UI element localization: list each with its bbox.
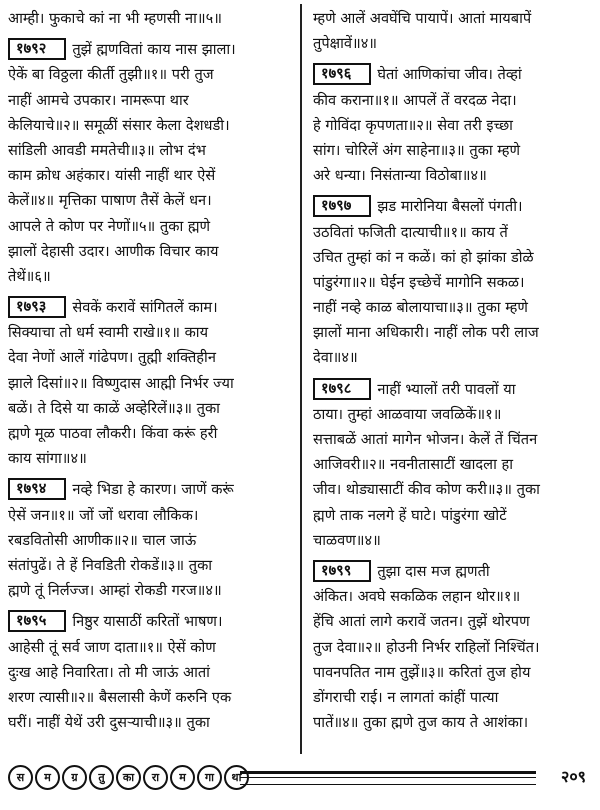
- verse-text: नव्हे भिडा हे कारण। जाणें करूं: [72, 481, 234, 499]
- verse-line: [313, 528, 599, 553]
- abhang-number: १७९२: [8, 38, 66, 60]
- verse-line: [8, 163, 294, 188]
- verse-line: [8, 421, 294, 446]
- verse-line: [8, 710, 294, 735]
- verse-line: [313, 584, 599, 609]
- verse-line: [313, 503, 599, 528]
- verse-line: [8, 553, 294, 578]
- verse-line: [8, 239, 294, 264]
- title-letter-circle: था: [224, 765, 249, 790]
- verse-line: [313, 31, 599, 56]
- verse-text: झालों देहासी उदार। आणीक विचार काय: [8, 242, 219, 260]
- verse-line: [8, 345, 294, 370]
- verse-line: [8, 188, 294, 213]
- verse-line: [8, 6, 294, 31]
- verse-text: तुपेक्षावें॥४॥: [313, 35, 378, 53]
- verse-line: [8, 371, 294, 396]
- verse-text: ह्मणे मूळ पाठवा लौकरी। किंवा करूं हरी: [8, 425, 218, 442]
- verse-text: चाळवण॥४॥: [313, 531, 381, 549]
- verse-text: शरण त्यासी॥२॥ बैसलासी केणें करुनि एक: [8, 688, 232, 706]
- verse-text: उठवितां फजिती दात्याची॥१॥ काय तें: [313, 223, 508, 241]
- verse-line: [313, 559, 599, 584]
- abhang-block: [8, 6, 294, 31]
- verse-text: हे गोविंदा कृपणता॥२॥ सेवा तरी इच्छा: [313, 116, 513, 134]
- verse-text: तुझें ह्मणवितां काय नास झाला।: [72, 41, 236, 59]
- right-column: [313, 6, 599, 741]
- verse-text: सांडिली आवडी ममतेची॥३॥ लोभ दंभ: [8, 141, 206, 159]
- abhang-block: [313, 377, 599, 553]
- verse-line: [313, 270, 599, 295]
- abhang-number: १७९३: [8, 296, 66, 318]
- verse-line: [313, 609, 599, 634]
- verse-line: [313, 345, 599, 370]
- verse-line: [8, 37, 294, 62]
- verse-text: झाले दिसां॥२॥ विष्णुदास आह्मी निर्भर ज्या: [8, 374, 234, 392]
- verse-text: काम क्रोध अहंकार। यांसी नाहीं थार ऐसें: [8, 167, 216, 185]
- verse-text: अरे धन्या। निसंतान्या विठोबा॥४॥: [313, 167, 487, 185]
- verse-line: [8, 88, 294, 113]
- verse-text: ठाया। तुम्हां आळवाया जवळिकें॥१॥: [313, 405, 502, 423]
- verse-text: रबडवितोसी आणीक॥२॥ चाल जाऊं: [8, 531, 197, 549]
- verse-line: [313, 710, 599, 735]
- verse-line: [8, 446, 294, 471]
- verse-text: घेतां आणिकांचा जीव। तेव्हां: [377, 66, 522, 84]
- verse-line: [8, 396, 294, 421]
- title-letter-circle: का: [116, 765, 141, 790]
- verse-text: अंकित। अवघे सकळिक लहान थोर॥१॥: [313, 588, 521, 606]
- verse-line: [8, 264, 294, 289]
- verse-line: [313, 452, 599, 477]
- verse-text: पावनपतित नाम तुझें॥३॥ करितां तुज होय: [313, 663, 531, 681]
- verse-text: सत्ताबळें आतां मागेन भोजन। केलें तें चिंतन: [313, 431, 538, 448]
- verse-text: सिक्याचा तो धर्म स्वामी राखे॥१॥ काय: [8, 324, 209, 342]
- verse-line: [8, 528, 294, 553]
- page-number: २०९: [561, 767, 586, 786]
- title-letter-circle: गा: [197, 765, 222, 790]
- verse-line: [313, 635, 599, 660]
- verse-text: ऐसें जन॥१॥ जों जों धरावा लौकिक।: [8, 506, 199, 524]
- verse-text: आपले ते कोण पर नेणों॥५॥ तुका ह्मणे: [8, 217, 211, 235]
- verse-text: सेवकें करावें सांगितलें काम।: [72, 299, 218, 317]
- verse-text: म्हणे आलें अवघेंचि पायापें। आतां मायबापें: [313, 10, 532, 27]
- title-letter-circle: म: [170, 765, 195, 790]
- verse-text: देवा॥४॥: [313, 349, 358, 367]
- verse-line: [313, 245, 599, 270]
- verse-text: तेथें॥६॥: [8, 267, 51, 285]
- title-letter-circle: रा: [143, 765, 168, 790]
- left-column: [8, 6, 294, 741]
- verse-line: [8, 320, 294, 345]
- verse-text: संतांपुढें। ते हें निवडिती रोकडें॥३॥ तुका: [8, 556, 213, 574]
- verse-line: [313, 88, 599, 113]
- verse-text: केलें॥४॥ मृत्तिका पाषाण तैसें केलें धन।: [8, 192, 212, 210]
- verse-line: [313, 6, 599, 31]
- verse-text: ऐकें बा विठ्ठला कीर्ती तुझी॥१॥ परी तुज: [8, 66, 214, 84]
- verse-text: तुझा दास मज ह्मणती: [377, 562, 490, 580]
- abhang-block: [313, 194, 599, 370]
- verse-text: पातें॥४॥ तुका ह्मणे तुज काय ते आशंका।: [313, 714, 529, 732]
- verse-line: [313, 377, 599, 402]
- verse-line: [313, 138, 599, 163]
- abhang-block: [313, 6, 599, 56]
- abhang-number: १७९४: [8, 478, 66, 500]
- abhang-number: १७९६: [313, 63, 371, 85]
- verse-text: ह्मणे तूं निर्लज्ज। आम्हां रोकडी गरज॥४॥: [8, 582, 222, 600]
- verse-line: [8, 685, 294, 710]
- verse-text: दुःख आहे निवारिता। तो मी जाऊं आतां: [8, 663, 210, 681]
- abhang-number: १७९९: [313, 560, 371, 582]
- verse-text: उचित तुम्हां कां न कळें। कां हो झांका डोळे: [313, 248, 534, 266]
- verse-line: [313, 163, 599, 188]
- verse-text: केलियाचे॥२॥ समूळीं संसार केला देशधडी।: [8, 116, 230, 134]
- verse-line: [313, 220, 599, 245]
- column-divider: [300, 4, 302, 754]
- verse-line: [313, 113, 599, 138]
- verse-line: [313, 62, 599, 87]
- verse-text: कीव कराना॥१॥ आपलें तें वरदळ नेदा।: [313, 91, 517, 109]
- verse-text: सांग। चोरिलें अंग साहेना॥३॥ तुका म्हणे: [313, 141, 521, 159]
- verse-text: काय सांगा॥४॥: [8, 450, 87, 468]
- abhang-block: [8, 295, 294, 471]
- verse-text: नाहीं नव्हे काळ बोलायाचा॥३॥ तुका म्हणे: [313, 299, 528, 317]
- verse-text: ह्मणे ताक नलगे हें घाटे। पांडुरंगा खोटें: [313, 506, 507, 524]
- verse-text: झालों माना अधिकारी। नाहीं लोक परी लाज: [313, 324, 539, 342]
- verse-text: नाहीं आमचे उपकार। नामरूपा थार: [8, 91, 189, 109]
- verse-line: [8, 295, 294, 320]
- verse-line: [8, 578, 294, 603]
- title-letter-circle: ग्र: [62, 765, 87, 790]
- verse-text: आम्ही। फुकाचे कां ना भी म्हणसी ना॥५॥: [8, 10, 222, 27]
- verse-text: हेंचि आतां लागे करावें जतन। तुझें थोरपण: [313, 613, 530, 631]
- verse-text: निष्ठुर यासाठीं करितों भाषण।: [72, 613, 223, 631]
- verse-line: [313, 295, 599, 320]
- verse-text: नाहीं भ्यालों तरी पावलों या: [377, 380, 516, 398]
- page-footer: [8, 763, 592, 797]
- verse-text: बळें। ते दिसे या काळें अव्हेरिलें॥३॥ तुका: [8, 399, 220, 417]
- abhang-number: १७९८: [313, 378, 371, 400]
- verse-line: [8, 138, 294, 163]
- verse-line: [313, 402, 599, 427]
- verse-line: [8, 660, 294, 685]
- abhang-block: [8, 37, 294, 289]
- title-letter-circle: तु: [89, 765, 114, 790]
- verse-line: [313, 660, 599, 685]
- verse-text: जीव। थोड्यासाटीं कीव कोण करी॥३॥ तुका: [313, 481, 540, 499]
- title-letter-circle: स: [8, 765, 33, 790]
- verse-line: [8, 214, 294, 239]
- verse-line: [313, 685, 599, 710]
- verse-line: [8, 477, 294, 502]
- verse-line: [8, 635, 294, 660]
- verse-text: आहेसी तूं सर्व जाण दाता॥१॥ ऐसें कोण: [8, 638, 216, 656]
- verse-line: [8, 609, 294, 634]
- verse-line: [8, 113, 294, 138]
- book-title-emblem: [8, 765, 249, 790]
- verse-text: पांडुरंगा॥२॥ घेईन इच्छेचें मागोनि सकळ।: [313, 273, 525, 291]
- verse-line: [8, 503, 294, 528]
- abhang-number: १७९५: [8, 610, 66, 632]
- verse-text: आजिवरी॥२॥ नवनीतासाटीं खादला हा: [313, 456, 514, 474]
- verse-text: घरीं। नाहीं येथें उरी दुसऱ्याची॥३॥ तुका: [8, 714, 210, 732]
- verse-text: तुज देवा॥२॥ होउनी निर्भर राहिलों निश्चिंत।: [313, 638, 540, 656]
- verse-text: देवा नेणों आलें गांढेपण। तुह्मी शक्तिहीन: [8, 349, 216, 367]
- title-letter-circle: म: [35, 765, 60, 790]
- footer-rule: [240, 771, 536, 785]
- abhang-block: [313, 62, 599, 188]
- verse-line: [313, 427, 599, 452]
- verse-line: [313, 194, 599, 219]
- abhang-block: [8, 477, 294, 603]
- verse-text: डोंगराची राई। न लागतां कांहीं पात्या: [313, 688, 499, 706]
- abhang-number: १७९७: [313, 195, 371, 217]
- abhang-block: [313, 559, 599, 735]
- verse-line: [8, 62, 294, 87]
- verse-line: [313, 320, 599, 345]
- verse-text: झड मारोनिया बैसलों पंगती।: [377, 198, 523, 216]
- verse-line: [313, 477, 599, 502]
- abhang-block: [8, 609, 294, 735]
